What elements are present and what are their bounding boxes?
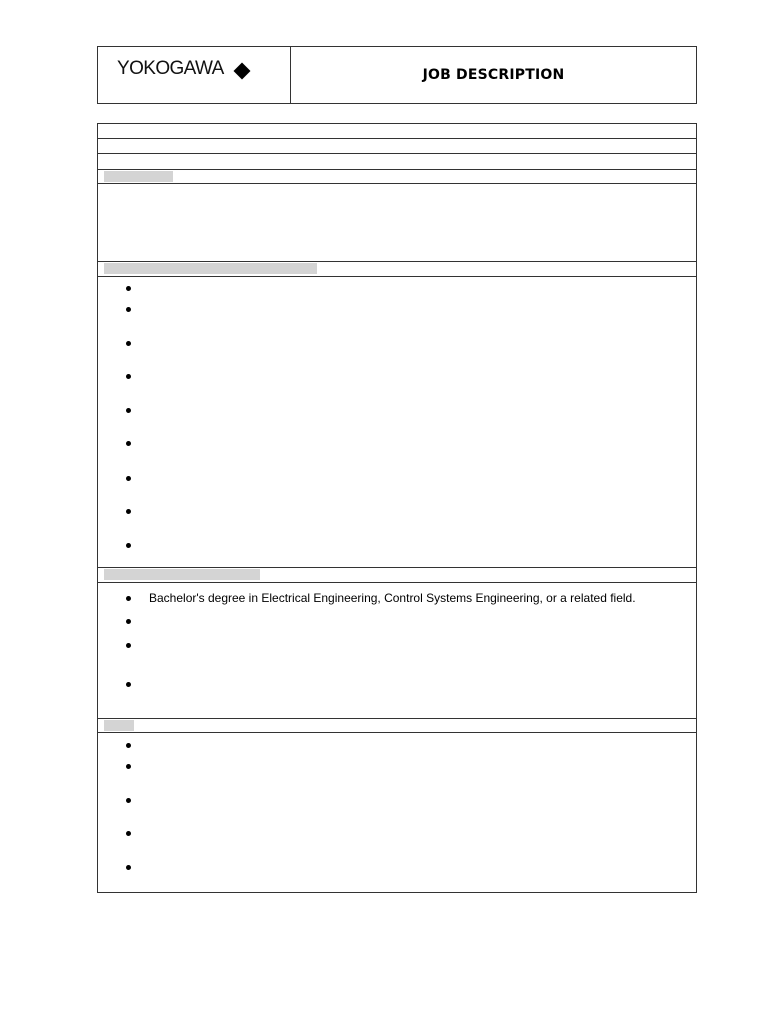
row-divider <box>98 169 696 170</box>
page-title: JOB DESCRIPTION <box>422 67 565 83</box>
list-bullet <box>126 408 131 413</box>
list-bullet <box>126 865 131 870</box>
logo-cell <box>98 47 291 103</box>
list-bullet <box>126 831 131 836</box>
diamond-logo-icon <box>233 63 250 80</box>
company-logo: YOKOGAWA <box>117 58 224 79</box>
list-bullet <box>126 341 131 346</box>
list-bullet <box>126 798 131 803</box>
list-bullet <box>126 307 131 312</box>
row-divider <box>98 718 696 719</box>
section-heading-4 <box>104 720 134 731</box>
list-bullet <box>126 374 131 379</box>
list-bullet <box>126 543 131 548</box>
row-divider <box>98 261 696 262</box>
list-bullet <box>126 764 131 769</box>
title-cell <box>291 47 696 103</box>
list-bullet <box>126 643 131 648</box>
list-bullet <box>126 509 131 514</box>
qualification-item: Bachelor's degree in Electrical Engineering, Control Systems Engineering, or a related field. <box>149 591 636 605</box>
row-divider <box>98 183 696 184</box>
section-heading-3 <box>104 569 260 580</box>
document-header <box>97 46 697 104</box>
list-bullet <box>126 441 131 446</box>
row-divider <box>98 567 696 568</box>
section-heading-2 <box>104 263 317 274</box>
row-divider <box>98 582 696 583</box>
list-bullet <box>126 619 131 624</box>
job-description-table <box>97 123 697 893</box>
list-bullet <box>126 476 131 481</box>
list-bullet <box>126 743 131 748</box>
row-divider <box>98 276 696 277</box>
list-bullet <box>126 286 131 291</box>
row-divider <box>98 153 696 154</box>
list-bullet <box>126 682 131 687</box>
row-divider <box>98 138 696 139</box>
row-divider <box>98 732 696 733</box>
section-heading-1 <box>104 171 173 182</box>
list-bullet <box>126 596 131 601</box>
